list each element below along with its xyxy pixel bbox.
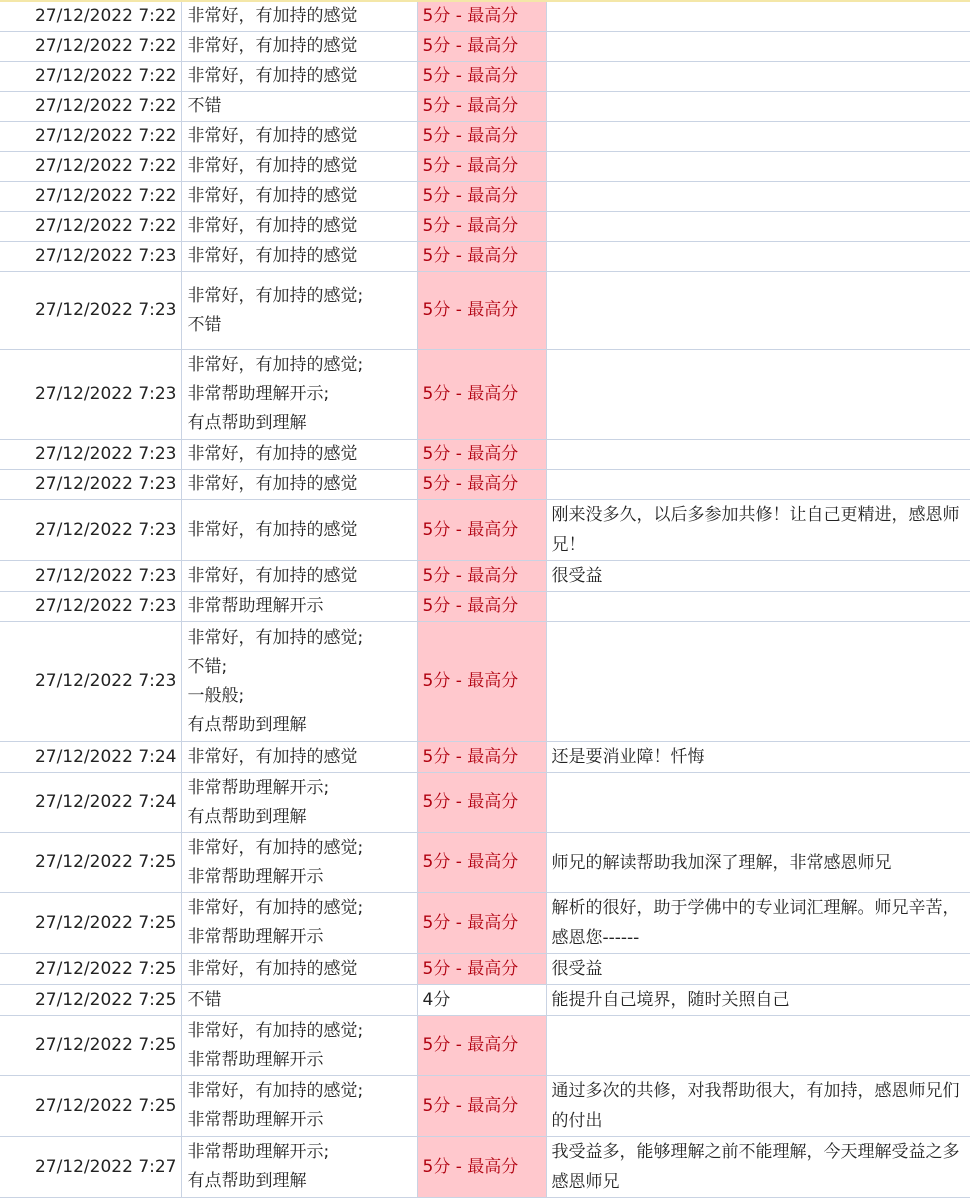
cell-score[interactable]: 5分 - 最高分: [417, 561, 546, 592]
feeling-line: 非常帮助理解开示: [187, 1049, 324, 1070]
feeling-line: 非常好，有加持的感觉: [187, 6, 358, 26]
feeling-line: 非常帮助理解开示;: [187, 777, 330, 798]
cell-timestamp[interactable]: 27/12/2022 7:22: [0, 182, 181, 212]
cell-timestamp[interactable]: 27/12/2022 7:23: [0, 350, 181, 440]
feeling-line: 非常好，有加持的感觉;: [187, 898, 364, 918]
cell-timestamp[interactable]: 27/12/2022 7:22: [0, 2, 181, 32]
cell-score[interactable]: 5分 - 最高分: [417, 92, 546, 122]
feeling-line: 非常好，有加持的感觉: [187, 474, 358, 494]
cell-score[interactable]: 5分 - 最高分: [417, 62, 546, 92]
table-row: [0, 122, 970, 152]
table-row: [0, 152, 970, 182]
cell-feeling[interactable]: [181, 32, 417, 62]
cell-score[interactable]: 5分 - 最高分: [417, 272, 546, 350]
table-row: [0, 592, 970, 622]
cell-score[interactable]: 5分 - 最高分: [417, 742, 546, 773]
feeling-line: 非常好，有加持的感觉: [187, 66, 358, 86]
cell-feeling[interactable]: [181, 985, 417, 1016]
feeling-line: 有点帮助到理解: [187, 413, 307, 433]
cell-score[interactable]: 5分 - 最高分: [417, 122, 546, 152]
cell-comment[interactable]: [546, 32, 970, 62]
cell-feeling[interactable]: [181, 893, 417, 954]
feeling-line: 非常好，有加持的感觉: [187, 36, 358, 56]
cell-feeling[interactable]: [181, 833, 417, 893]
cell-comment[interactable]: [546, 440, 970, 470]
table-row: [0, 272, 970, 350]
table-row: [0, 470, 970, 500]
cell-timestamp[interactable]: 27/12/2022 7:23: [0, 440, 181, 470]
cell-timestamp[interactable]: 27/12/2022 7:22: [0, 32, 181, 62]
feeling-line: 一般般;: [187, 685, 245, 706]
cell-timestamp[interactable]: 27/12/2022 7:27: [0, 1137, 181, 1198]
feeling-line: 非常好，有加持的感觉: [187, 246, 358, 266]
cell-comment[interactable]: 很受益: [546, 561, 970, 592]
table-row: [0, 350, 970, 440]
cell-feeling[interactable]: [181, 1076, 417, 1137]
cell-score[interactable]: 5分 - 最高分: [417, 32, 546, 62]
cell-feeling[interactable]: [181, 592, 417, 622]
feeling-line: 有点帮助到理解: [187, 806, 307, 827]
cell-feeling[interactable]: [181, 1137, 417, 1198]
table-row: [0, 561, 970, 592]
cell-score[interactable]: 5分 - 最高分: [417, 350, 546, 440]
feeling-line: 非常帮助理解开示;: [187, 1142, 330, 1162]
feeling-line: 非常好，有加持的感觉: [187, 156, 358, 176]
feeling-line: 非常好，有加持的感觉: [187, 519, 358, 540]
table-row: [0, 182, 970, 212]
cell-score[interactable]: 5分 - 最高分: [417, 182, 546, 212]
table-row: [0, 893, 970, 954]
cell-timestamp[interactable]: 27/12/2022 7:25: [0, 985, 181, 1016]
feeling-line: 非常好，有加持的感觉: [187, 565, 358, 586]
feeling-line: 非常好，有加持的感觉;: [187, 285, 364, 306]
cell-comment[interactable]: 解析的很好，助于学佛中的专业词汇理解。师兄辛苦，感恩您------: [546, 893, 970, 954]
cell-feeling[interactable]: [181, 182, 417, 212]
feeling-line: 非常好，有加持的感觉;: [187, 1081, 364, 1101]
cell-score[interactable]: 5分 - 最高分: [417, 152, 546, 182]
feeling-line: 不错: [187, 989, 222, 1010]
feeling-line: 不错: [187, 314, 222, 335]
feeling-line: 非常好，有加持的感觉;: [187, 627, 364, 648]
cell-score[interactable]: 5分 - 最高分: [417, 893, 546, 954]
table-row: [0, 1137, 970, 1198]
table-row: [0, 833, 970, 893]
cell-timestamp[interactable]: 27/12/2022 7:25: [0, 1076, 181, 1137]
cell-feeling[interactable]: [181, 92, 417, 122]
cell-comment[interactable]: [546, 470, 970, 500]
table-row: [0, 212, 970, 242]
cell-score[interactable]: 5分 - 最高分: [417, 212, 546, 242]
feeling-line: 非常帮助理解开示: [187, 1110, 324, 1130]
table-row: [0, 954, 970, 985]
cell-timestamp[interactable]: 27/12/2022 7:25: [0, 954, 181, 985]
cell-timestamp[interactable]: 27/12/2022 7:22: [0, 212, 181, 242]
table-row: [0, 622, 970, 742]
feeling-line: 非常好，有加持的感觉: [187, 126, 358, 146]
feeling-line: 非常好，有加持的感觉;: [187, 355, 364, 375]
feeling-line: 非常帮助理解开示: [187, 866, 324, 887]
cell-score[interactable]: 5分 - 最高分: [417, 622, 546, 742]
feeling-line: 非常帮助理解开示: [187, 927, 324, 947]
cell-score[interactable]: 5分 - 最高分: [417, 833, 546, 893]
cell-comment[interactable]: [546, 622, 970, 742]
cell-comment[interactable]: [546, 272, 970, 350]
feeling-line: 非常帮助理解开示: [187, 596, 324, 616]
cell-feeling[interactable]: [181, 2, 417, 32]
cell-timestamp[interactable]: 27/12/2022 7:25: [0, 1016, 181, 1076]
cell-comment[interactable]: 我受益多，能够理解之前不能理解，今天理解受益之多感恩师兄: [546, 1137, 970, 1198]
cell-comment[interactable]: [546, 122, 970, 152]
cell-timestamp[interactable]: 27/12/2022 7:22: [0, 122, 181, 152]
cell-feeling[interactable]: [181, 500, 417, 561]
cell-feeling[interactable]: [181, 272, 417, 350]
table-row: [0, 1076, 970, 1137]
cell-timestamp[interactable]: 27/12/2022 7:25: [0, 833, 181, 893]
cell-score[interactable]: 5分 - 最高分: [417, 440, 546, 470]
cell-feeling[interactable]: [181, 62, 417, 92]
cell-score[interactable]: 5分 - 最高分: [417, 773, 546, 833]
table-row: [0, 773, 970, 833]
cell-score[interactable]: 5分 - 最高分: [417, 1076, 546, 1137]
cell-timestamp[interactable]: 27/12/2022 7:25: [0, 893, 181, 954]
cell-comment[interactable]: [546, 1016, 970, 1076]
cell-timestamp[interactable]: 27/12/2022 7:22: [0, 92, 181, 122]
feeling-line: 不错: [187, 96, 222, 116]
table-row: [0, 742, 970, 773]
table-row: [0, 2, 970, 32]
cell-comment[interactable]: [546, 242, 970, 272]
cell-timestamp[interactable]: 27/12/2022 7:24: [0, 773, 181, 833]
cell-feeling[interactable]: [181, 470, 417, 500]
cell-feeling[interactable]: [181, 242, 417, 272]
cell-score[interactable]: 5分 - 最高分: [417, 592, 546, 622]
cell-timestamp[interactable]: 27/12/2022 7:22: [0, 62, 181, 92]
feeling-line: 非常帮助理解开示;: [187, 384, 330, 404]
table-row: [0, 32, 970, 62]
cell-score[interactable]: 5分 - 最高分: [417, 242, 546, 272]
cell-feeling[interactable]: [181, 622, 417, 742]
cell-comment[interactable]: [546, 773, 970, 833]
feeling-line: 非常好，有加持的感觉: [187, 216, 358, 236]
cell-comment[interactable]: [546, 182, 970, 212]
cell-comment[interactable]: [546, 212, 970, 242]
table-row: [0, 500, 970, 561]
cell-score[interactable]: 5分 - 最高分: [417, 2, 546, 32]
cell-timestamp[interactable]: 27/12/2022 7:23: [0, 272, 181, 350]
cell-feeling[interactable]: [181, 773, 417, 833]
cell-feeling[interactable]: [181, 561, 417, 592]
feeling-line: 非常好，有加持的感觉: [187, 746, 358, 767]
cell-timestamp[interactable]: 27/12/2022 7:23: [0, 592, 181, 622]
cell-score[interactable]: 5分 - 最高分: [417, 1016, 546, 1076]
cell-comment[interactable]: 刚来没多久，以后多参加共修！让自己更精进，感恩师兄！: [546, 500, 970, 561]
table-body: [0, 2, 970, 1198]
cell-timestamp[interactable]: 27/12/2022 7:23: [0, 561, 181, 592]
cell-timestamp[interactable]: 27/12/2022 7:23: [0, 500, 181, 561]
cell-score[interactable]: 5分 - 最高分: [417, 954, 546, 985]
cell-feeling[interactable]: [181, 440, 417, 470]
cell-comment[interactable]: 还是要消业障！忏悔: [546, 742, 970, 773]
table-row: [0, 985, 970, 1016]
cell-feeling[interactable]: [181, 954, 417, 985]
feeling-line: 不错;: [187, 656, 228, 677]
cell-feeling[interactable]: [181, 350, 417, 440]
cell-comment[interactable]: 很受益: [546, 954, 970, 985]
cell-score[interactable]: 5分 - 最高分: [417, 1137, 546, 1198]
feeling-line: 非常好，有加持的感觉;: [187, 837, 364, 858]
feeling-line: 非常好，有加持的感觉: [187, 444, 358, 464]
cell-score[interactable]: 4分: [417, 985, 546, 1016]
table-row: [0, 440, 970, 470]
cell-comment[interactable]: [546, 62, 970, 92]
cell-feeling[interactable]: [181, 1016, 417, 1076]
table-row: [0, 92, 970, 122]
cell-comment[interactable]: [546, 592, 970, 622]
feedback-table: [0, 2, 970, 1198]
table-row: [0, 1016, 970, 1076]
table-row: [0, 242, 970, 272]
cell-timestamp[interactable]: 27/12/2022 7:23: [0, 470, 181, 500]
cell-timestamp[interactable]: 27/12/2022 7:24: [0, 742, 181, 773]
cell-timestamp[interactable]: 27/12/2022 7:22: [0, 152, 181, 182]
cell-feeling[interactable]: [181, 742, 417, 773]
cell-feeling[interactable]: [181, 212, 417, 242]
feeling-line: 非常好，有加持的感觉;: [187, 1020, 364, 1041]
cell-comment[interactable]: [546, 2, 970, 32]
cell-comment[interactable]: 师兄的解读帮助我加深了理解，非常感恩师兄: [546, 833, 970, 893]
feeling-line: 非常好，有加持的感觉: [187, 958, 358, 979]
cell-timestamp[interactable]: 27/12/2022 7:23: [0, 242, 181, 272]
cell-comment[interactable]: [546, 350, 970, 440]
feeling-line: 有点帮助到理解: [187, 1171, 307, 1191]
cell-timestamp[interactable]: 27/12/2022 7:23: [0, 622, 181, 742]
cell-feeling[interactable]: [181, 122, 417, 152]
table-row: [0, 62, 970, 92]
feeling-line: 有点帮助到理解: [187, 714, 307, 735]
cell-feeling[interactable]: [181, 152, 417, 182]
cell-comment[interactable]: [546, 152, 970, 182]
cell-comment[interactable]: 能提升自己境界，随时关照自己: [546, 985, 970, 1016]
cell-comment[interactable]: 通过多次的共修，对我帮助很大，有加持，感恩师兄们的付出: [546, 1076, 970, 1137]
cell-score[interactable]: 5分 - 最高分: [417, 500, 546, 561]
feeling-line: 非常好，有加持的感觉: [187, 186, 358, 206]
cell-score[interactable]: 5分 - 最高分: [417, 470, 546, 500]
cell-comment[interactable]: [546, 92, 970, 122]
